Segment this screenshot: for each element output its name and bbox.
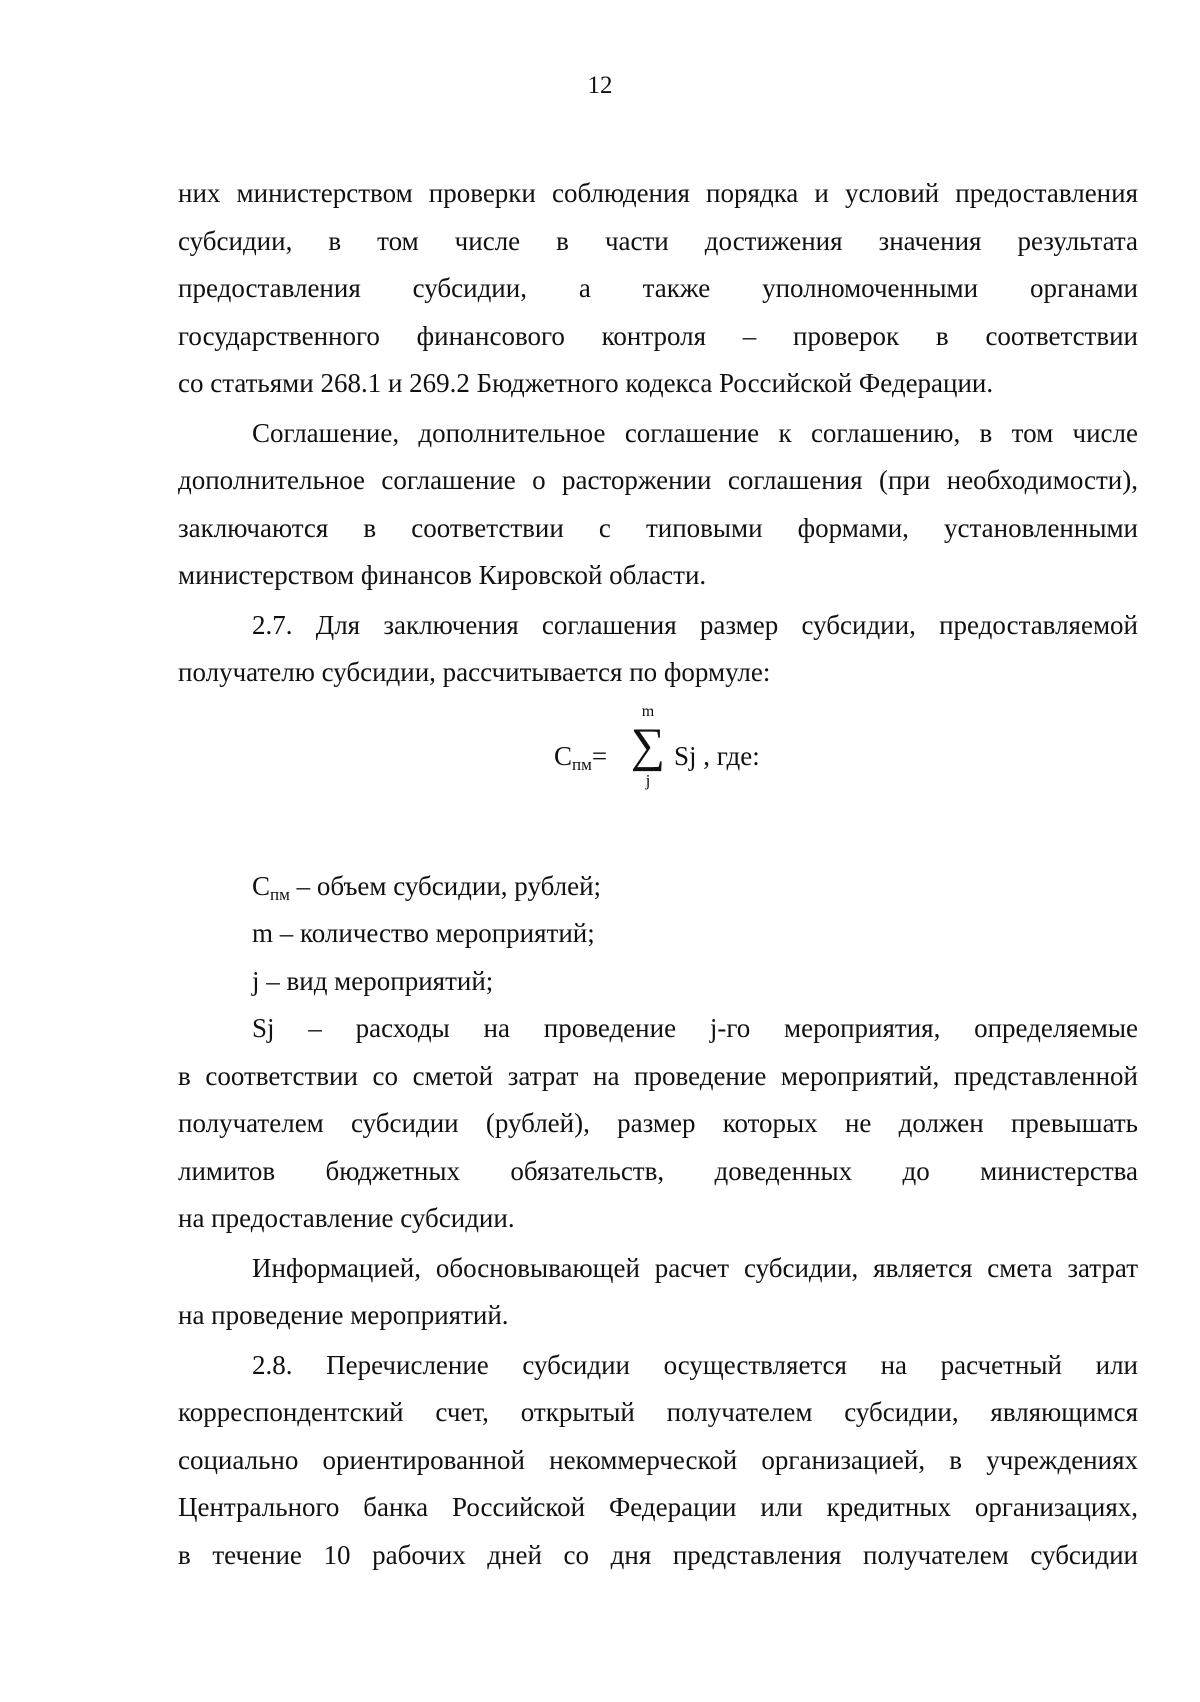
paragraph-agreement	[178, 410, 1138, 600]
text-line: на предоставление субсидии.	[178, 1203, 515, 1233]
formula-rhs: Sj , где:	[674, 740, 760, 771]
text-line: в течение 10 рабочих дней со дня представления получателем субсидии	[178, 1539, 1138, 1570]
definition-subscript: пм	[270, 884, 290, 904]
formula-equals: =	[591, 740, 608, 771]
paragraph-verification	[178, 170, 1138, 408]
document-body	[178, 170, 1138, 1579]
definition-symbol: С	[252, 870, 271, 901]
text-line: со статьями 268.1 и 269.2 Бюджетного кодекса Российской Федерации.	[178, 368, 994, 398]
sigma-symbol: ∑	[630, 718, 666, 772]
definition-text: – объем субсидии, рублей;	[289, 870, 602, 901]
text-line: государственного финансового контроля – проверок в соответствии	[178, 320, 1138, 351]
formula-lhs-subscript: пм	[572, 754, 592, 774]
text-line: министерством финансов Кировской области.	[178, 560, 707, 590]
definitions-list	[178, 863, 1138, 1006]
text-line: Соглашение, дополнительное соглашение к соглашению, в том числе	[252, 417, 1138, 448]
formula-lhs	[554, 733, 607, 781]
text-line: заключаются в соответствии с типовыми формами, установленными	[178, 512, 1138, 543]
paragraph-info	[178, 1245, 1138, 1340]
subsidy-formula	[178, 699, 1138, 829]
paragraph-sj	[178, 1005, 1138, 1243]
text-line: лимитов бюджетных обязательств, доведенных до министерства	[178, 1155, 1138, 1186]
formula-lhs-symbol: С	[554, 740, 573, 771]
text-line: Центрального банка Российской Федерации или кредитных организациях,	[178, 1492, 1138, 1522]
text-line: в соответствии со сметой затрат на проведение мероприятий, представленной	[178, 1060, 1138, 1091]
text-line: 2.8. Перечисление субсидии осуществляется на расчетный или	[252, 1349, 1138, 1380]
definition-cpm	[178, 863, 1138, 911]
text-line: субсидии, в том числе в части достижения значения результата	[178, 225, 1138, 256]
page-number: 12	[587, 72, 613, 99]
text-line: Sj – расходы на проведение j-го мероприятия, определяемые	[252, 1013, 1138, 1043]
text-line: получателем субсидии (рублей), размер которых не должен превышать	[178, 1108, 1138, 1138]
sum-upper-limit: m	[641, 702, 655, 720]
text-line: 2.7. Для заключения соглашения размер субсидии, предоставляемой	[252, 609, 1138, 640]
text-line: Информацией, обосновывающей расчет субсидии, является смета затрат	[252, 1252, 1138, 1283]
text-line: дополнительное соглашение о расторжении соглашения (при необходимости),	[178, 465, 1138, 495]
text-line: корреспондентский счет, открытый получателем субсидии, являющимся	[178, 1397, 1138, 1427]
summation	[626, 703, 670, 791]
text-line: получателю субсидии, рассчитывается по формуле:	[178, 657, 771, 687]
paragraph-section-2-7	[178, 602, 1138, 697]
definition-m: m – количество мероприятий;	[252, 918, 595, 948]
sum-lower-index: j	[645, 770, 651, 790]
text-line: предоставления субсидии, а также уполномоченными органами	[178, 273, 1138, 303]
paragraph-section-2-8	[178, 1342, 1138, 1580]
definition-j: j – вид мероприятий;	[252, 965, 494, 996]
text-line: на проведение мероприятий.	[178, 1300, 509, 1330]
text-line: социально ориентированной некоммерческой организацией, в учреждениях	[178, 1444, 1138, 1475]
text-line: них министерством проверки соблюдения порядка и условий предоставления	[178, 178, 1138, 208]
